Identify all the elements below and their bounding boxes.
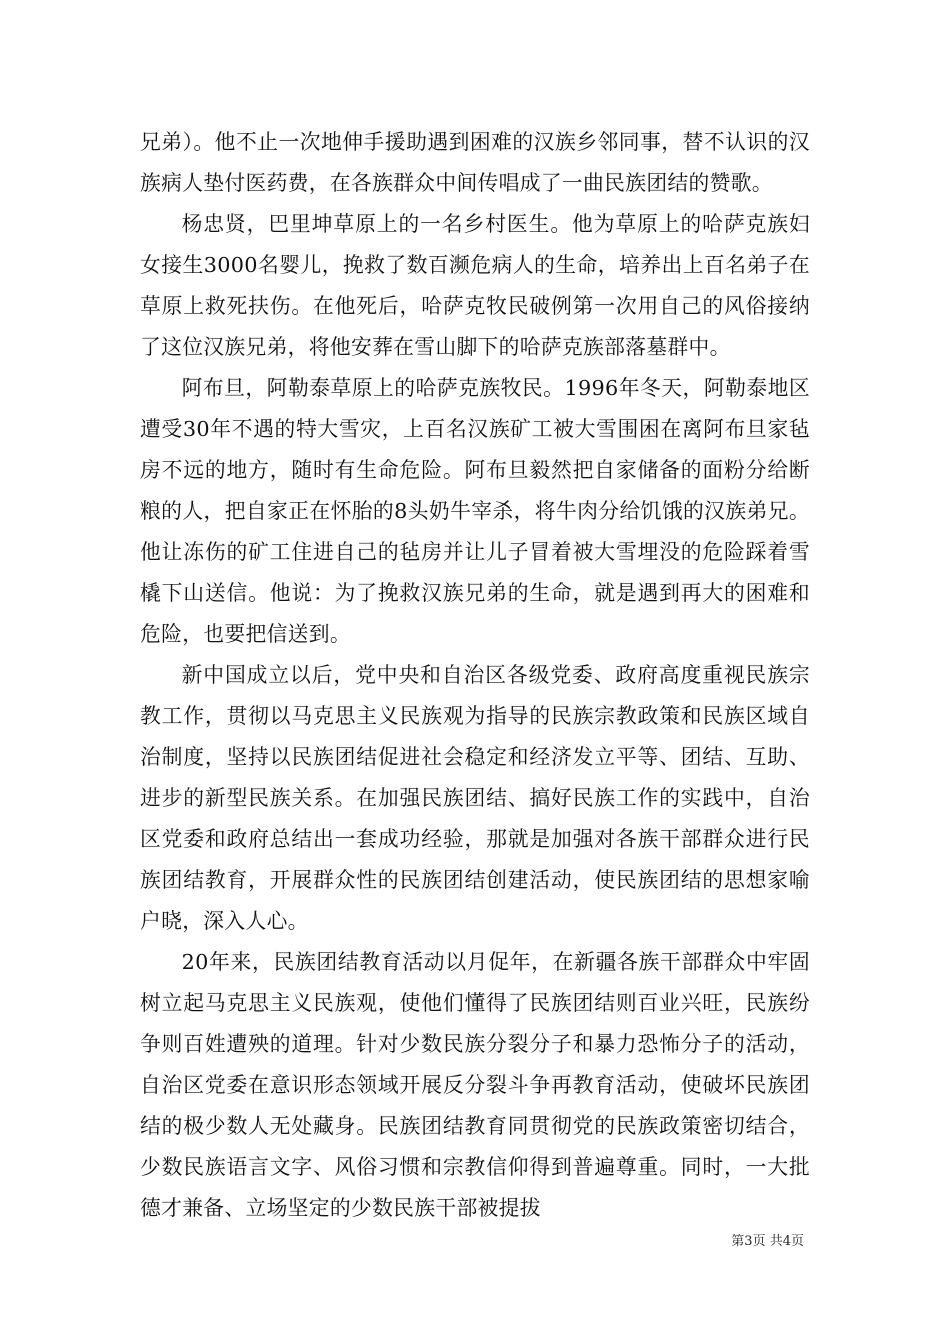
paragraph-twenty-years: 20年来，民族团结教育活动以月促年，在新疆各族干部群众中牢固树立起马克思主义民族观，使他们懂得了民族团结则百业兴旺，民族纷争则百姓遭殃的道理。针对少数民族分裂分子和暴力恐怖分子的活动，自治区党委在意识形态领域开展反分裂斗争再教育活动，使破坏民族团结的极少数人无处藏身。民族团结教育同贯彻党的民族政策密切结合，少数民族语言文字、风俗习惯和宗教信仰得到普遍尊重。同时，一大批德才兼备、立场坚定的少数民族干部被提拔 (140, 950, 810, 1220)
footer-current-page: 3 (744, 1234, 753, 1249)
footer-suffix: 页 (790, 1234, 804, 1249)
paragraph-abudan: 阿布旦，阿勒泰草原上的哈萨克族牧民。1996年冬天，阿勒泰地区遭受30年不遇的特大雪灾，上百名汉族矿工被大雪围困在离阿布旦家毡房不远的地方，随时有生命危险。阿布旦毅然把自家储备的面粉分给断粮的人，把自家正在怀胎的8头奶牛宰杀，将牛肉分给饥饿的汉族弟兄。他让冻伤的矿工住进自己的毡房并让儿子冒着被大雪埋没的危险踩着雪橇下山送信。他说：为了挽救汉族兄弟的生命，就是遇到再大的困难和危险，也要把信送到。 (140, 376, 810, 646)
paragraph-yang-zhongxian: 杨忠贤，巴里坤草原上的一名乡村医生。他为草原上的哈萨克族妇女接生3000名婴儿，挽救了数百濒危病人的生命，培养出上百名弟子在草原上救死扶伤。在他死后，哈萨克牧民破例第一次用自己的风俗接纳了这位汉族兄弟，将他安葬在雪山脚下的哈萨克族部落墓群中。 (140, 212, 810, 359)
footer-total-pages: 4 (782, 1234, 791, 1249)
footer-middle: 页 共 (752, 1234, 783, 1249)
footer-prefix: 第 (731, 1234, 745, 1249)
document-body (140, 122, 810, 1229)
paragraph-new-china: 新中国成立以后，党中央和自治区各级党委、政府高度重视民族宗教工作，贯彻以马克思主义民族观为指导的民族宗教政策和民族区域自治制度，坚持以民族团结促进社会稳定和经济发立平等、团结、互助、进步的新型民族关系。在加强民族团结、搞好民族工作的实践中，自治区党委和政府总结出一套成功经验，那就是加强对各族干部群众进行民族团结教育，开展群众性的民族团结创建活动，使民族团结的思想家喻户晓，深入人心。 (140, 663, 810, 933)
page-number-footer (731, 1233, 804, 1251)
paragraph-continuation: 兄弟）。他不止一次地伸手援助遇到困难的汉族乡邻同事，替不认识的汉族病人垫付医药费，在各族群众中间传唱成了一曲民族团结的赞歌。 (140, 130, 810, 195)
